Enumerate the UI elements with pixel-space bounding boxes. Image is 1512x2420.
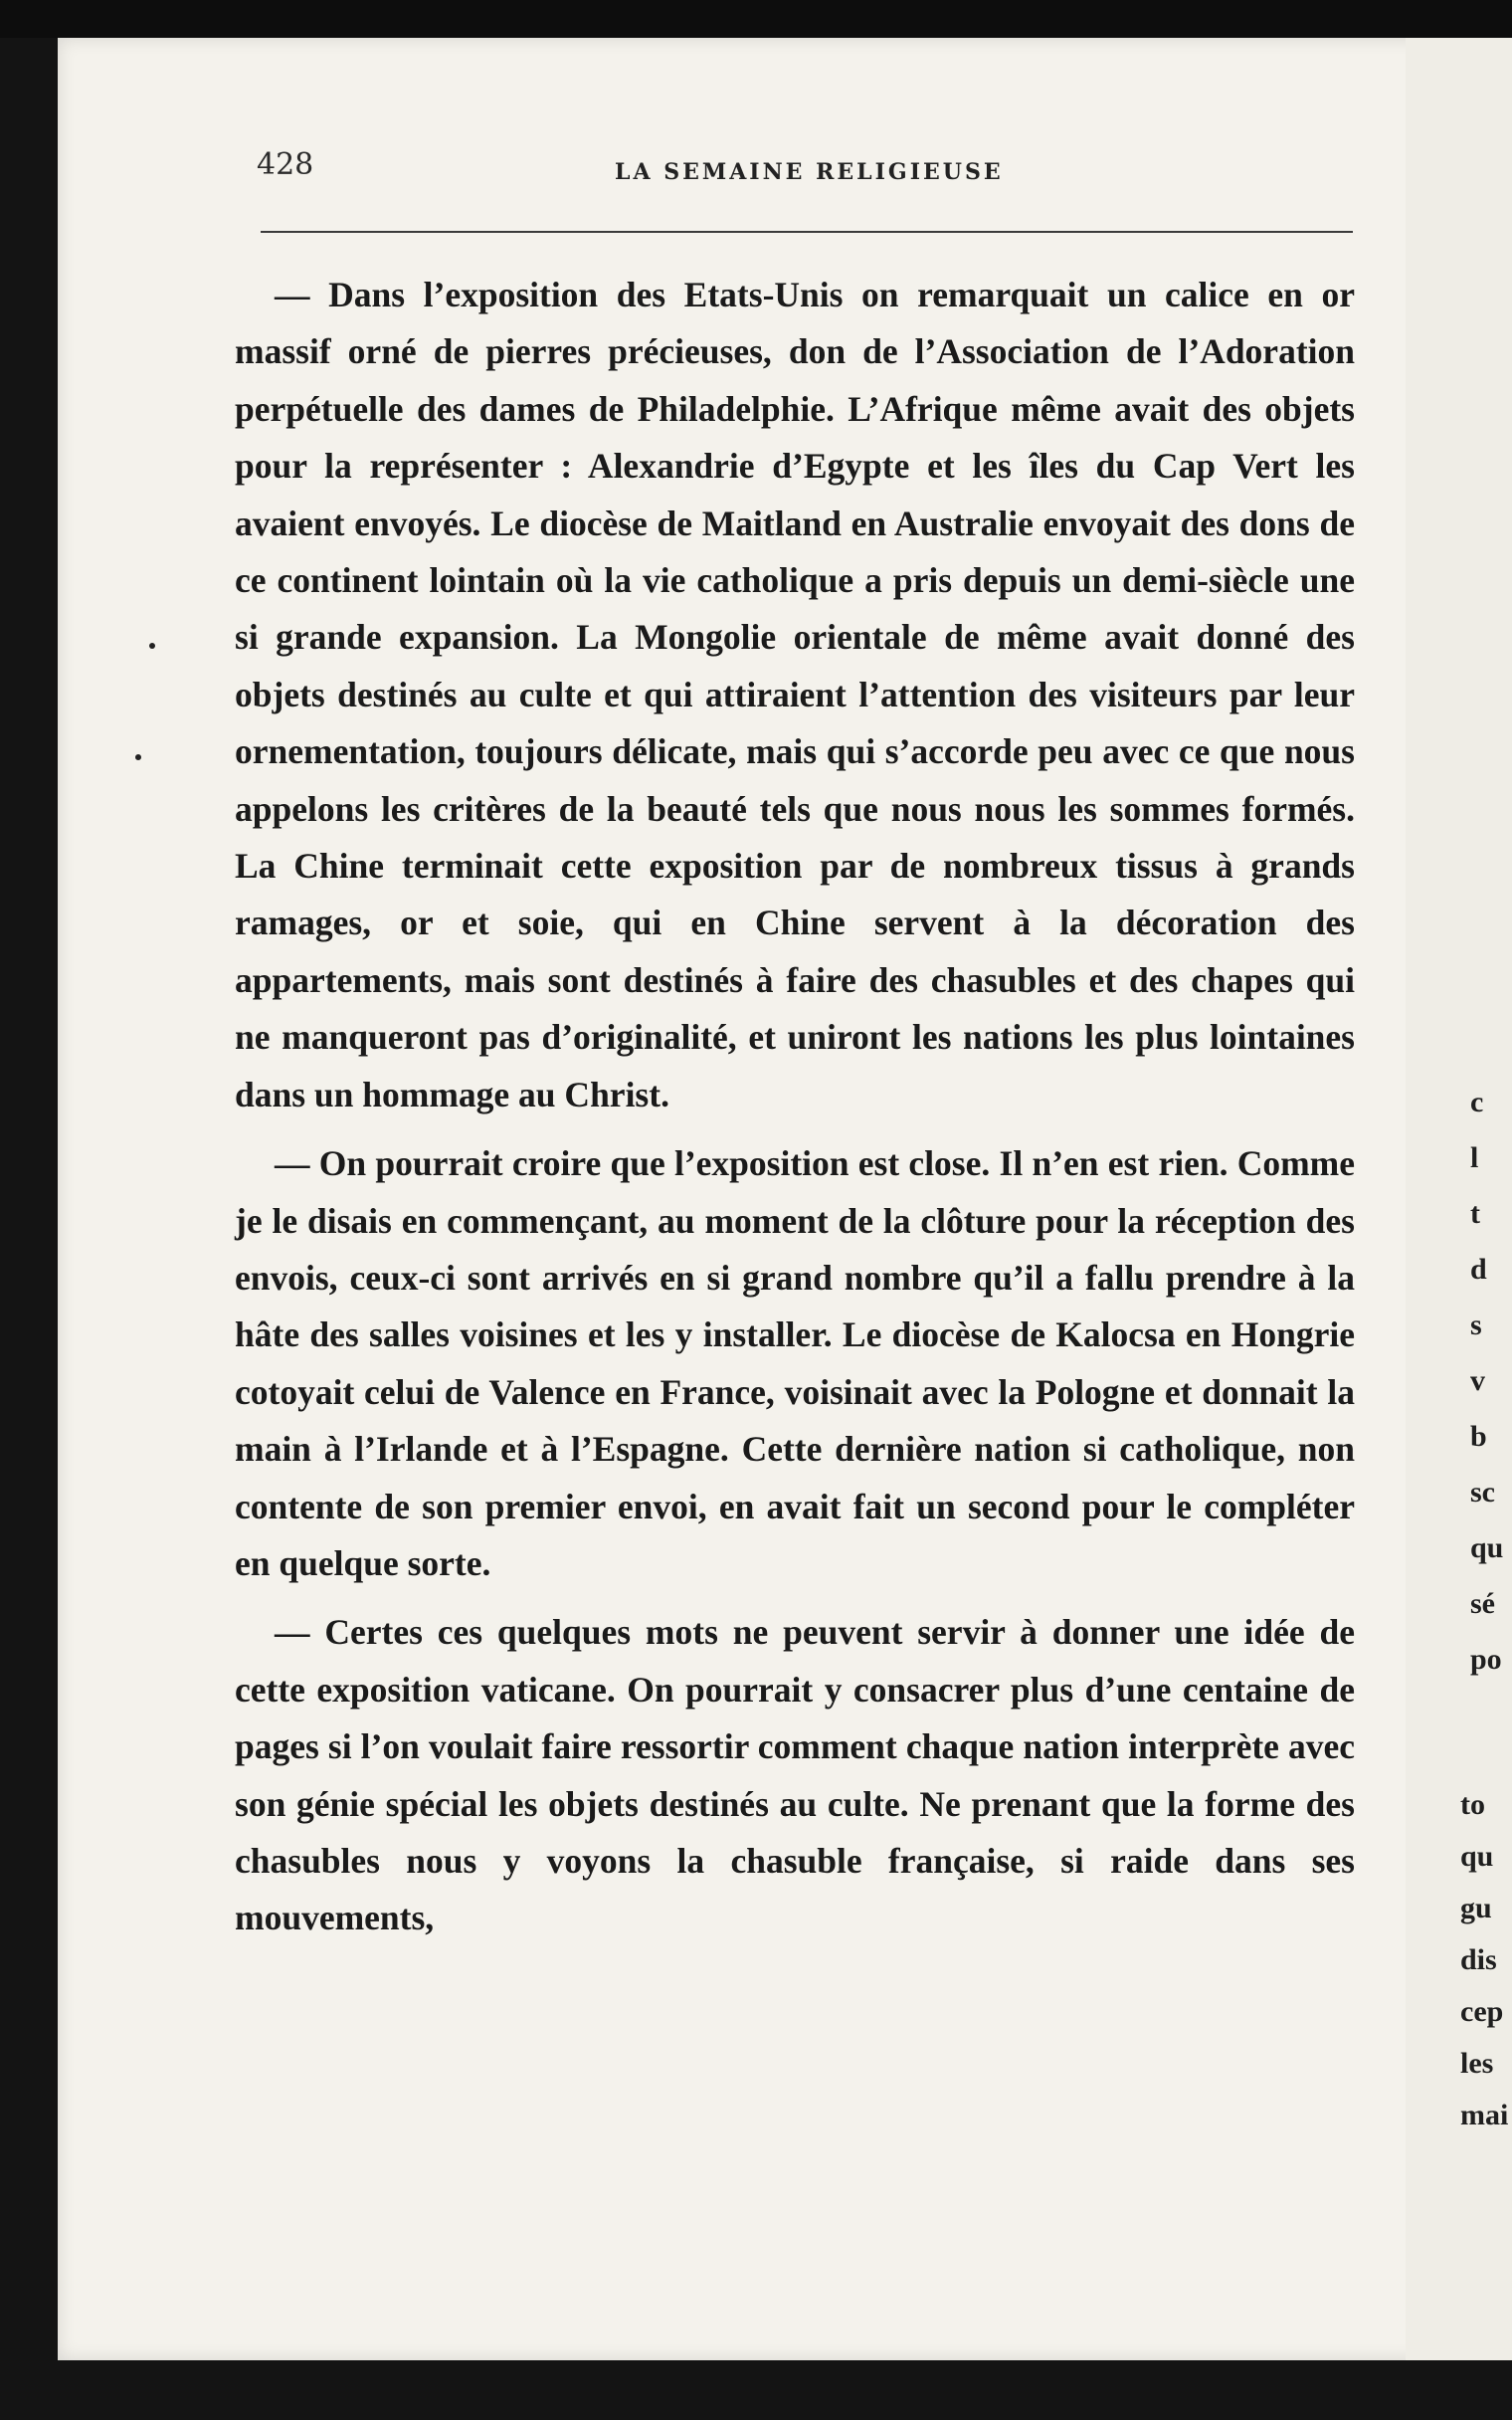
fragment: les [1460,2047,1494,2080]
fragment: d [1470,1253,1487,1286]
scan-speck [149,643,155,649]
fragment: c [1470,1086,1484,1118]
fragment: qu [1470,1531,1504,1564]
fragment: s [1470,1309,1482,1341]
page-number: 428 [257,147,314,182]
fragment: v [1470,1364,1485,1397]
fragment: qu [1460,1840,1494,1873]
fragment: sé [1470,1587,1495,1620]
paragraph-exhibition-not-closed: — On pourrait croire que l’exposition est close. Il n’en est rien. Comme je le disais en commençant, au moment de la clôture pour la réception des envois, ceux-ci sont arrivés en si grand nombre qu’il a fallu prendre à la hâte des salles voisines et les y installer. Le diocèse de Kalocsa en Hongrie cotoyait celui de Valence en France, voisinait avec la Pologne et donnait la main à l’Irlande et à l’Espagne. Cette dernière nation si catholique, non contente de son premier envoi, en avait fait un second pour le compléter en quelque sorte. [235,1143,1355,1583]
running-title: LA SEMAINE RELIGIEUSE [615,159,1004,185]
facing-page-fragments-upper [1470,1075,1512,1688]
scan-border-top [0,0,1512,38]
page-header [257,147,1355,193]
fragment: to [1460,1788,1485,1821]
fragment: mai [1460,2099,1509,2131]
fragment: l [1470,1141,1479,1174]
facing-page-fragments-lower [1460,1779,1512,2141]
fragment: sc [1470,1476,1495,1509]
fragment: po [1470,1643,1502,1676]
fragment: t [1470,1197,1480,1230]
header-rule [261,231,1353,233]
paragraph-chasubles: — Certes ces quelques mots ne peuvent servir à donner une idée de cette exposition vaticane. On pourrait y consacrer plus d’une centaine de pages si l’on voulait faire ressortir comment chaque nation interprète avec son génie spécial les objets destinés au culte. Ne prenant que la forme des chasubles nous y voyons la chasuble française, si raide dans ses mouvements, [235,1612,1355,1938]
fragment: gu [1460,1892,1492,1924]
fragment: b [1470,1420,1487,1453]
fragment: cep [1460,1995,1504,2028]
fragment: dis [1460,1943,1497,1976]
page-body [235,267,1355,1959]
scan-speck [135,754,141,760]
paragraph-exhibition-countries: — Dans l’exposition des Etats-Unis on remarquait un calice en or massif orné de pierres précieuses, don de l’Association de l’Adoration perpétuelle des dames de Philadelphie. L’Afrique même avait des objets pour la représenter : Alexandrie d’Egypte et les îles du Cap Vert les avaient envoyés. Le diocèse de Maitland en Australie envoyait des dons de ce continent lointain où la vie catholique a pris depuis un demi-siècle une si grande expansion. La Mongolie orientale de même avait donné des objets destinés au culte et qui attiraient l’attention des visiteurs par leur ornementation, toujours délicate, mais qui s’accorde peu avec ce que nous appelons les critères de la beauté tels que nous nous les sommes formés. La Chine terminait cette exposition par de nombreux tissus à grands ramages, or et soie, qui en Chine servent à la décoration des appartements, mais sont destinés à faire des chasubles et des chapes qui ne manqueront pas d’originalité, et uniront les nations les plus lointaines dans un hommage au Christ. [235,275,1355,1114]
